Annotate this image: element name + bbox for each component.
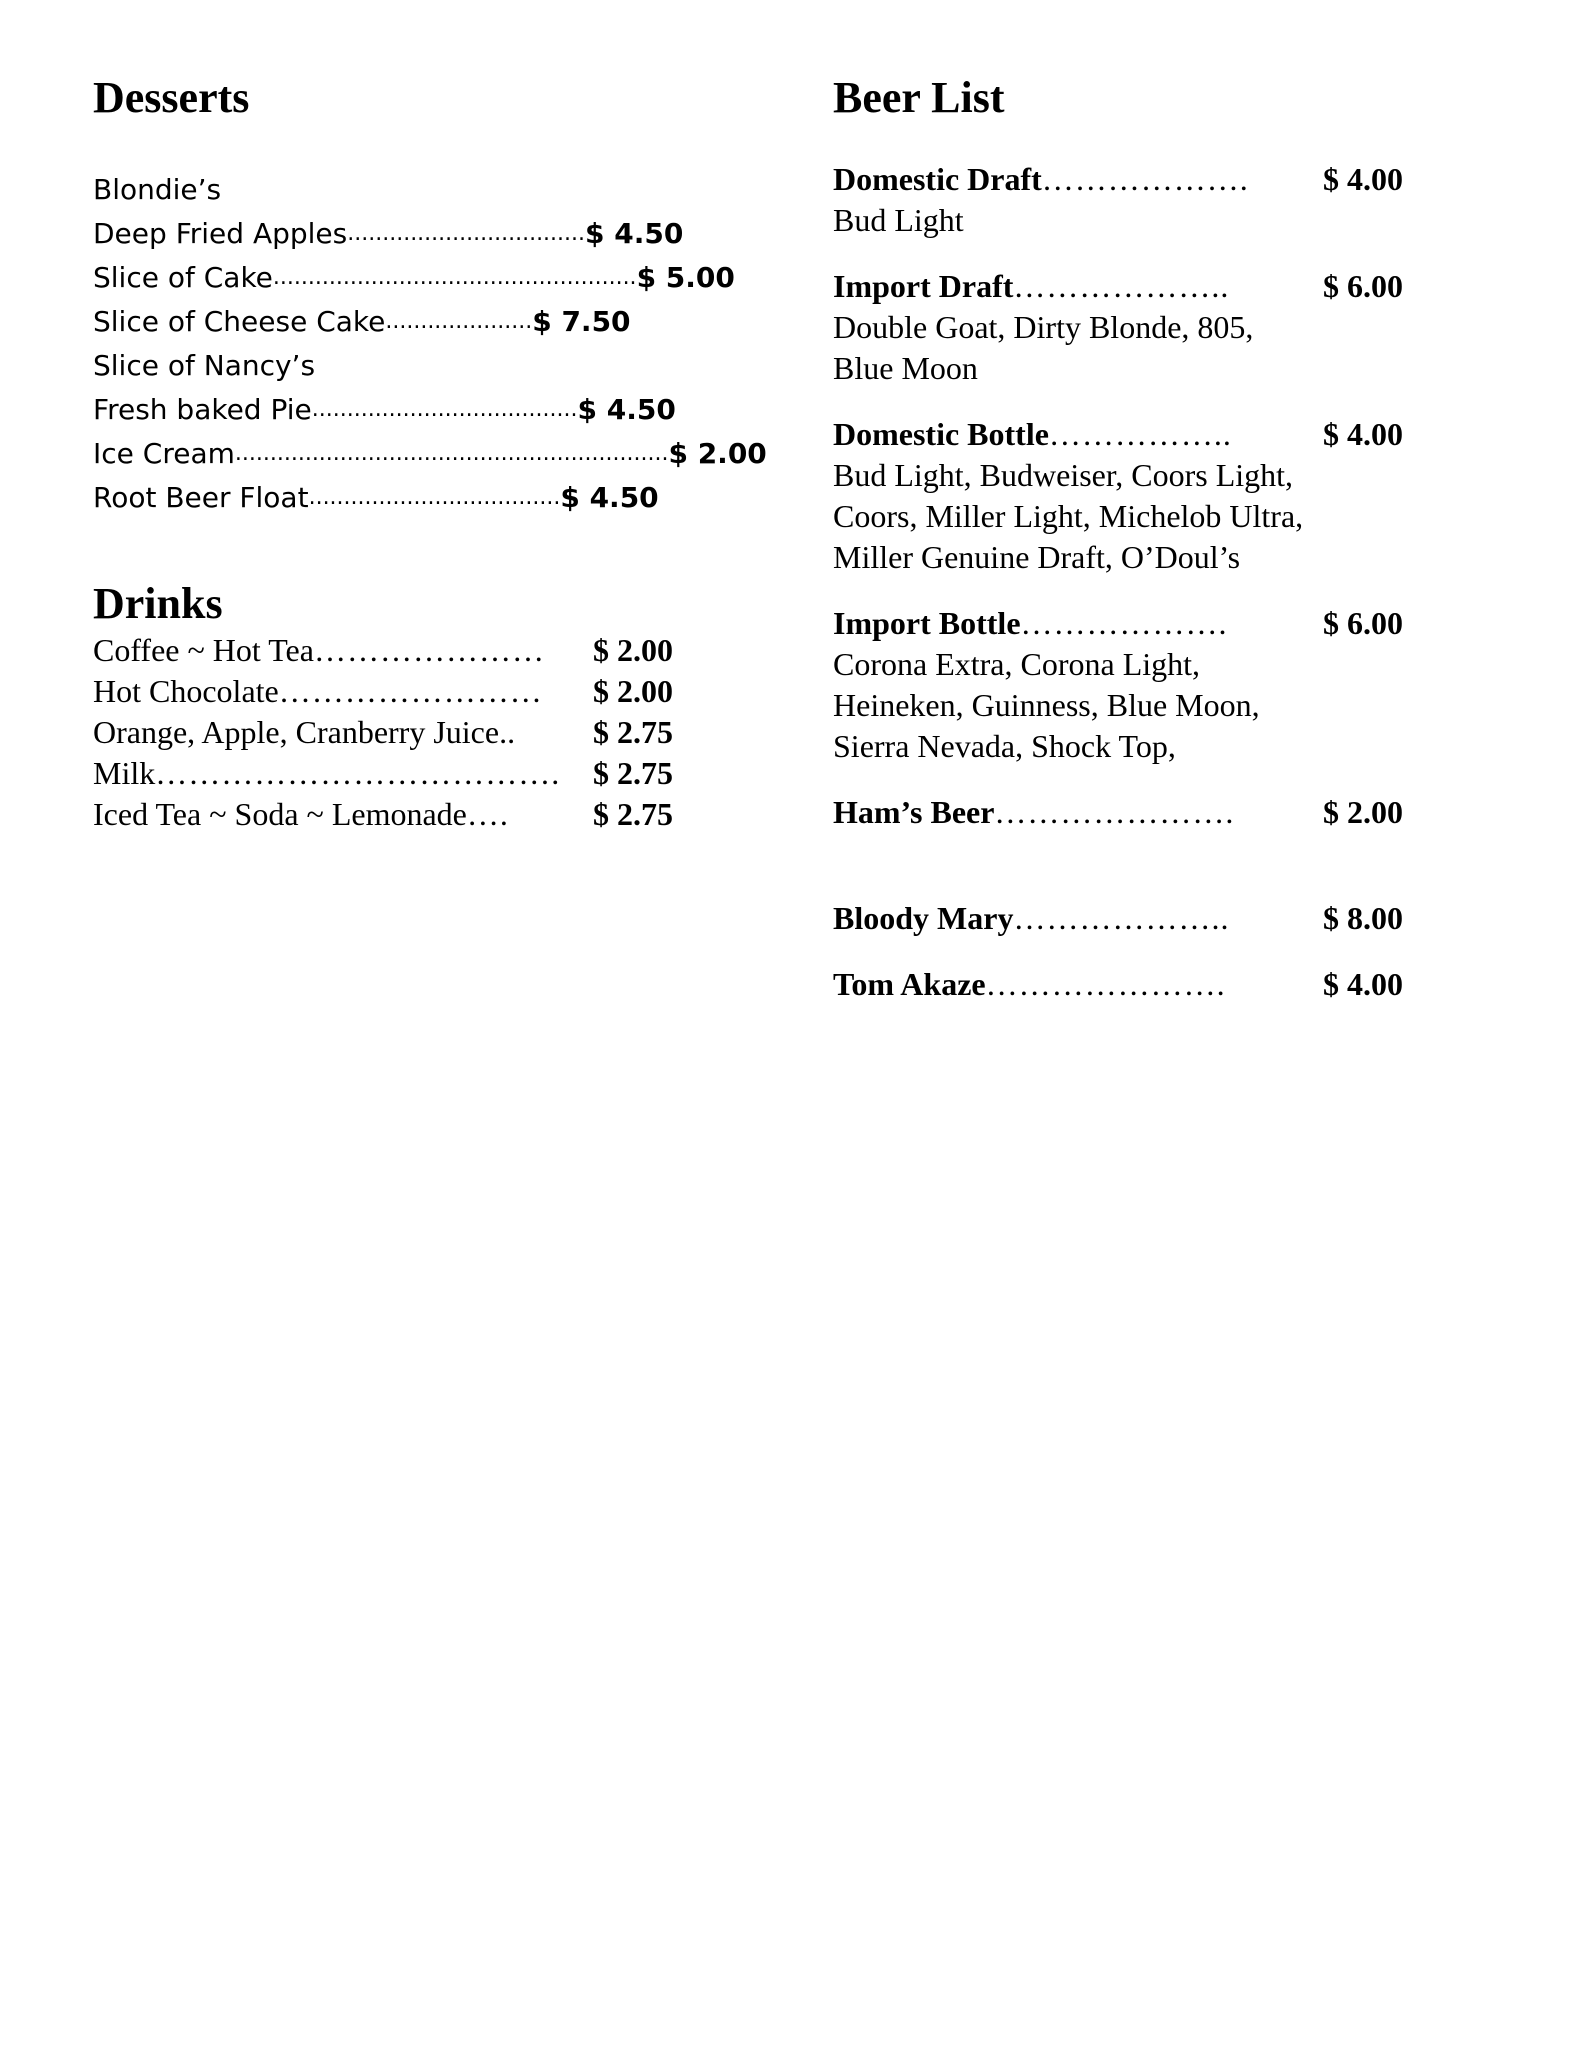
desserts-list bbox=[93, 168, 767, 520]
drink-price: $ 2.00 bbox=[593, 632, 673, 668]
left-column bbox=[93, 72, 767, 835]
dot-leader: .................................... bbox=[308, 485, 561, 510]
drink-name: Hot Chocolate bbox=[93, 673, 279, 709]
beer-item bbox=[833, 265, 1533, 389]
beer-line bbox=[833, 963, 1403, 1005]
dessert-price: $ 4.50 bbox=[560, 481, 659, 514]
dot-leader: …………………. bbox=[994, 794, 1235, 830]
dessert-name: Ice Cream bbox=[93, 437, 235, 470]
beer-item bbox=[833, 963, 1533, 1005]
dessert-item bbox=[93, 388, 676, 432]
beer-price: $ 4.00 bbox=[1323, 416, 1403, 452]
dessert-item bbox=[93, 256, 735, 300]
beer-name: Import Bottle bbox=[833, 605, 1021, 641]
right-column bbox=[833, 72, 1533, 1005]
beer-price: $ 4.00 bbox=[1323, 161, 1403, 197]
dessert-item bbox=[93, 212, 684, 256]
dot-leader bbox=[515, 712, 593, 753]
dot-leader: ……………….. bbox=[1013, 900, 1230, 936]
drink-name: Milk bbox=[93, 755, 156, 791]
beer-name: Tom Akaze bbox=[833, 966, 986, 1002]
drink-name: Orange, Apple, Cranberry Juice.. bbox=[93, 714, 516, 750]
dot-leader: .................................................... bbox=[272, 265, 637, 290]
dot-leader: ...................................... bbox=[311, 397, 578, 422]
dot-leader: .................................. bbox=[347, 221, 586, 246]
beer-price: $ 2.00 bbox=[1323, 794, 1403, 830]
dessert-name: Slice of Cake bbox=[93, 261, 273, 294]
beer-item bbox=[833, 158, 1533, 241]
beer-description: Heineken, Guinness, Blue Moon, bbox=[833, 687, 1260, 723]
dessert-name: Fresh baked Pie bbox=[93, 393, 312, 426]
beer-price: $ 4.00 bbox=[1323, 966, 1403, 1002]
beer-line bbox=[833, 265, 1403, 307]
dessert-name: Slice of Cheese Cake bbox=[93, 305, 386, 338]
beer-name: Import Draft bbox=[833, 268, 1014, 304]
dot-leader: .............................................................. bbox=[234, 441, 669, 466]
dessert-price: $ 4.50 bbox=[577, 393, 676, 426]
drink-item bbox=[93, 753, 673, 794]
beer-list-heading: Beer List bbox=[833, 73, 1005, 122]
dessert-item bbox=[93, 476, 659, 520]
drink-price: $ 2.75 bbox=[593, 755, 673, 791]
dessert-price: $ 5.00 bbox=[636, 261, 735, 294]
dessert-name: Deep Fried Apples bbox=[93, 217, 348, 250]
dot-leader: ..................... bbox=[385, 309, 533, 334]
beer-price: $ 6.00 bbox=[1323, 605, 1403, 641]
beer-line bbox=[833, 158, 1403, 200]
drinks-list bbox=[93, 630, 743, 835]
drink-item bbox=[93, 671, 673, 712]
beer-line bbox=[833, 413, 1403, 455]
dessert-item bbox=[93, 432, 767, 476]
beer-description: Miller Genuine Draft, O’Doul’s bbox=[833, 539, 1241, 575]
beer-description: Bud Light bbox=[833, 202, 964, 238]
beer-description: Bud Light, Budweiser, Coors Light, bbox=[833, 457, 1294, 493]
beer-description: Sierra Nevada, Shock Top, bbox=[833, 728, 1176, 764]
dot-leader: …………………… bbox=[278, 673, 543, 709]
beer-line bbox=[833, 897, 1403, 939]
dessert-item bbox=[93, 344, 565, 388]
dot-leader: …. bbox=[466, 796, 509, 832]
drink-item bbox=[93, 794, 673, 835]
dot-leader: ………………… bbox=[313, 632, 545, 668]
beer-name: Bloody Mary bbox=[833, 900, 1014, 936]
beer-description: Double Goat, Dirty Blonde, 805, bbox=[833, 309, 1254, 345]
beer-item bbox=[833, 413, 1533, 578]
dessert-price: $ 4.50 bbox=[585, 217, 684, 250]
beer-name: Ham’s Beer bbox=[833, 794, 995, 830]
drink-item bbox=[93, 712, 673, 753]
beer-item bbox=[833, 791, 1533, 833]
beer-item bbox=[833, 602, 1533, 767]
beer-price: $ 6.00 bbox=[1323, 268, 1403, 304]
drink-price: $ 2.00 bbox=[593, 673, 673, 709]
beer-description: Blue Moon bbox=[833, 350, 978, 386]
dessert-item bbox=[93, 168, 565, 212]
beer-price: $ 8.00 bbox=[1323, 900, 1403, 936]
beer-line bbox=[833, 791, 1403, 833]
drink-price: $ 2.75 bbox=[593, 796, 673, 832]
dot-leader: …………………. bbox=[985, 966, 1226, 1002]
dot-leader: ………………. bbox=[1041, 161, 1249, 197]
beer-line bbox=[833, 602, 1403, 644]
drinks-heading: Drinks bbox=[93, 579, 223, 628]
dessert-name: Root Beer Float bbox=[93, 481, 309, 514]
beer-name: Domestic Bottle bbox=[833, 416, 1049, 452]
dot-leader: ……………….. bbox=[1013, 268, 1230, 304]
dot-leader: ………………………………. bbox=[155, 755, 561, 791]
dessert-price: $ 2.00 bbox=[668, 437, 767, 470]
beer-name: Domestic Draft bbox=[833, 161, 1042, 197]
beer-description: Corona Extra, Corona Light, bbox=[833, 646, 1201, 682]
dessert-price: $ 7.50 bbox=[532, 305, 631, 338]
desserts-heading: Desserts bbox=[93, 73, 250, 122]
drink-item bbox=[93, 630, 673, 671]
drink-name: Coffee ~ Hot Tea bbox=[93, 632, 314, 668]
dessert-item bbox=[93, 300, 631, 344]
dessert-name: Blondie’s bbox=[93, 173, 222, 206]
drink-name: Iced Tea ~ Soda ~ Lemonade bbox=[93, 796, 467, 832]
beer-description: Coors, Miller Light, Michelob Ultra, bbox=[833, 498, 1304, 534]
beer-item bbox=[833, 897, 1533, 939]
drink-price: $ 2.75 bbox=[593, 714, 673, 750]
dot-leader: …………….. bbox=[1048, 416, 1232, 452]
dot-leader: ………………. bbox=[1020, 605, 1228, 641]
dessert-name: Slice of Nancy’s bbox=[93, 349, 316, 382]
